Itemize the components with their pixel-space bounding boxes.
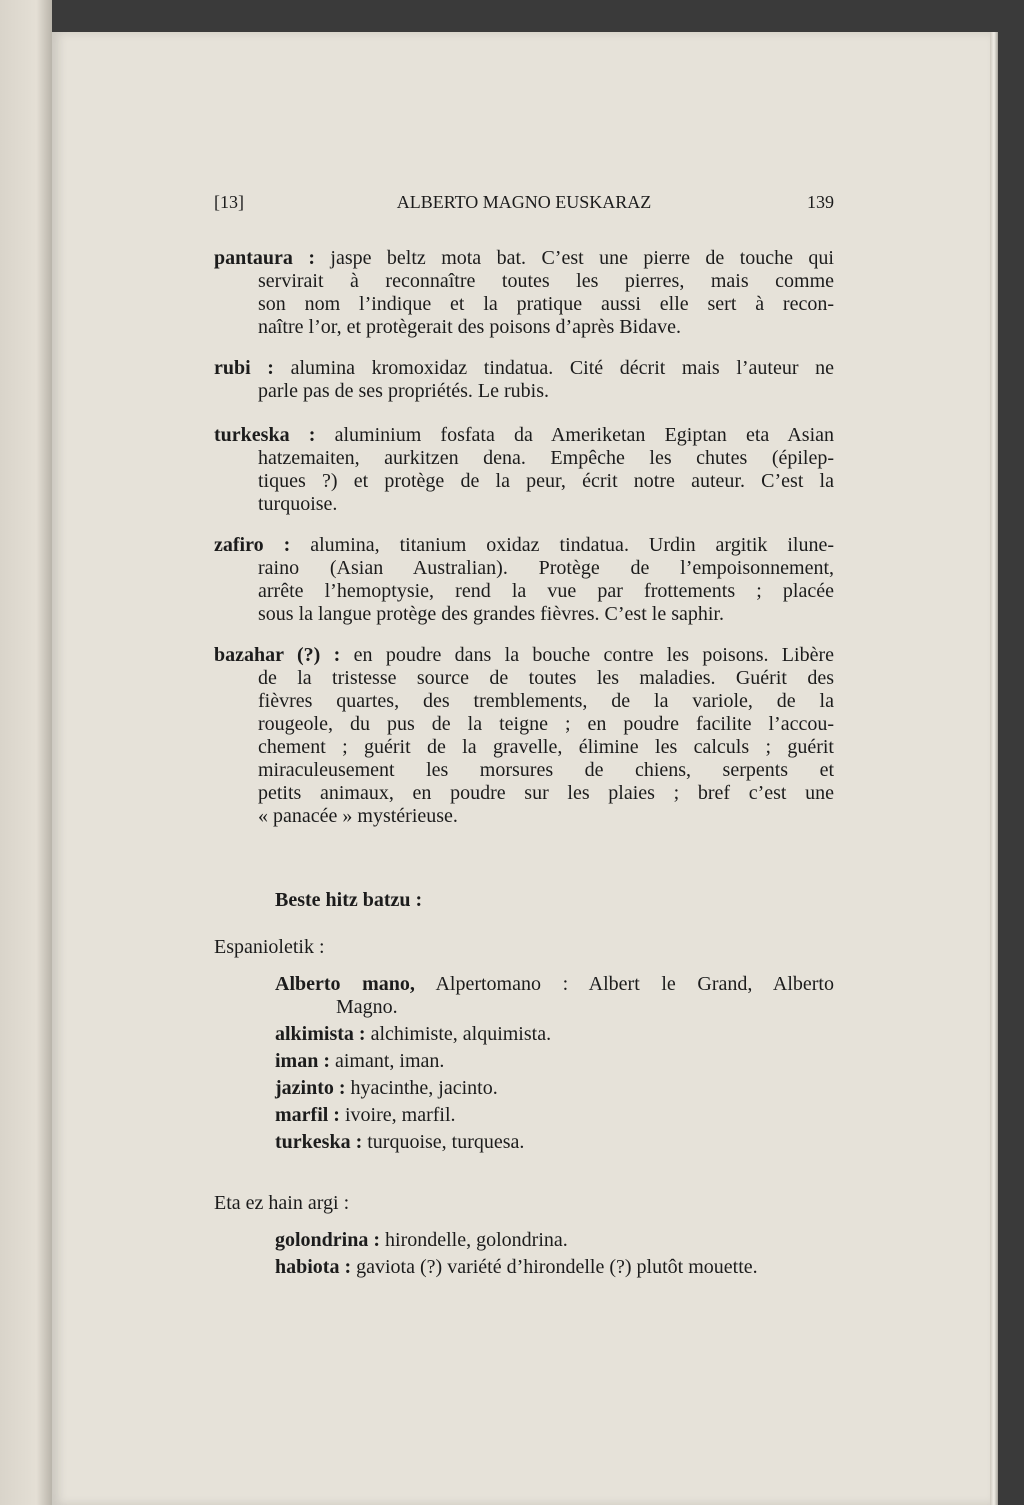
entry-text: sous la langue protège des grandes fièvres. C’est le saphir. (258, 603, 724, 625)
word-item (275, 973, 834, 1019)
word-translation: ivoire, marfil. (344, 1104, 456, 1126)
entry-text: miraculeusement les morsures de chiens, serpents et (258, 759, 834, 781)
word-term: Alberto mano, (275, 973, 415, 995)
entry-line (258, 603, 834, 626)
word-item (275, 1256, 834, 1279)
entry-term: zafiro : (214, 534, 291, 556)
entry-line (258, 557, 834, 580)
entry-text: alumina kromoxidaz tindatua. Cité décrit mais l’auteur ne (290, 357, 835, 379)
facing-page-edge (0, 0, 52, 1505)
entry-line (214, 534, 834, 557)
word-translation-cont: Magno. (336, 996, 398, 1018)
page-number: 139 (807, 192, 834, 212)
word-translation: aimant, iman. (335, 1050, 445, 1072)
entry-line (258, 470, 834, 493)
entry-line (258, 447, 834, 470)
word-item (275, 1050, 834, 1073)
word-term: iman : (275, 1050, 330, 1072)
entry-text: de la tristesse source de toutes les maladies. Guérit des (258, 667, 834, 689)
entry-line (258, 270, 834, 293)
entry-line (258, 805, 834, 828)
entry-line (258, 782, 834, 805)
entry-text: turquoise. (258, 493, 338, 515)
entry-line (258, 293, 834, 316)
word-term: jazinto : (275, 1077, 346, 1099)
glossary-entry (214, 247, 834, 339)
chapter-number: [13] (214, 192, 244, 212)
entry-line (258, 316, 834, 339)
entry-term: bazahar (?) : (214, 644, 341, 666)
word-translation: turquoise, turquesa. (367, 1131, 525, 1153)
word-item (275, 1229, 834, 1252)
entry-line (258, 690, 834, 713)
entry-text: tiques ?) et protège de la peur, écrit notre auteur. C’est la (258, 470, 834, 492)
entry-line (214, 357, 834, 380)
glossary-entry (214, 644, 834, 828)
word-term: alkimista : (275, 1023, 366, 1045)
word-item (275, 1104, 834, 1127)
word-translation: Alpertomano : Albert le Grand, Alberto (435, 973, 834, 995)
word-term: golondrina : (275, 1229, 381, 1251)
entry-line (258, 736, 834, 759)
page-edge (990, 32, 998, 1505)
word-item (275, 1131, 834, 1154)
entry-line (258, 380, 834, 403)
group-label: Espanioletik : (214, 936, 325, 958)
running-title: ALBERTO MAGNO EUSKARAZ (396, 192, 652, 212)
entry-text: en poudre dans la bouche contre les poisons. Libère (353, 644, 834, 666)
word-translation: alchimiste, alquimista. (370, 1023, 552, 1045)
entry-text: aluminium fosfata da Ameriketan Egiptan eta Asian (334, 424, 834, 446)
entry-term: turkeska : (214, 424, 316, 446)
word-item (275, 1023, 834, 1046)
glossary-entry (214, 534, 834, 626)
entry-line (214, 424, 834, 447)
entry-term: pantaura : (214, 247, 315, 269)
glossary-entry (214, 357, 834, 403)
entry-line (258, 493, 834, 516)
entry-text: petits animaux, en poudre sur les plaies ; bref c’est une (258, 782, 834, 804)
word-term: turkeska : (275, 1131, 363, 1153)
entry-line (258, 580, 834, 603)
entry-text: fièvres quartes, des tremblements, de la variole, de la (258, 690, 834, 712)
entry-text: hatzemaiten, aurkitzen dena. Empêche les chutes (épilep- (258, 447, 834, 469)
word-term: marfil : (275, 1104, 340, 1126)
entry-text: servirait à reconnaître toutes les pierres, mais comme (258, 270, 834, 292)
entry-text: chement ; guérit de la gravelle, élimine les calculs ; guérit (258, 736, 834, 758)
entry-text: jaspe beltz mota bat. C’est une pierre de touche qui (330, 247, 834, 269)
entry-text: « panacée » mystérieuse. (258, 805, 458, 827)
entry-text: parle pas de ses propriétés. Le rubis. (258, 380, 550, 402)
running-header (214, 192, 834, 216)
entry-line (258, 713, 834, 736)
word-item (275, 1077, 834, 1100)
group-label: Eta ez hain argi : (214, 1192, 350, 1214)
glossary-entry (214, 424, 834, 516)
entry-text: naître l’or, et protègerait des poisons d’après Bidave. (258, 316, 681, 338)
word-translation: gaviota (?) variété d’hirondelle (?) plutôt mouette. (356, 1256, 758, 1278)
word-translation: hyacinthe, jacinto. (350, 1077, 498, 1099)
entry-text: son nom l’indique et la pratique aussi elle sert à recon- (258, 293, 834, 315)
entry-text: raino (Asian Australian). Protège de l’empoisonnement, (258, 557, 834, 579)
entry-term: rubi : (214, 357, 274, 379)
entry-line (258, 667, 834, 690)
word-term: habiota : (275, 1256, 352, 1278)
entry-text: arrête l’hemoptysie, rend la vue par frottements ; placée (258, 580, 834, 602)
entry-text: alumina, titanium oxidaz tindatua. Urdin argitik ilune- (310, 534, 834, 556)
entry-text: rougeole, du pus de la teigne ; en poudre facilite l’accou- (258, 713, 834, 735)
section-title: Beste hitz batzu : (275, 889, 423, 911)
entry-line (214, 247, 834, 270)
entry-line (214, 644, 834, 667)
entry-line (258, 759, 834, 782)
word-translation: hirondelle, golondrina. (385, 1229, 568, 1251)
